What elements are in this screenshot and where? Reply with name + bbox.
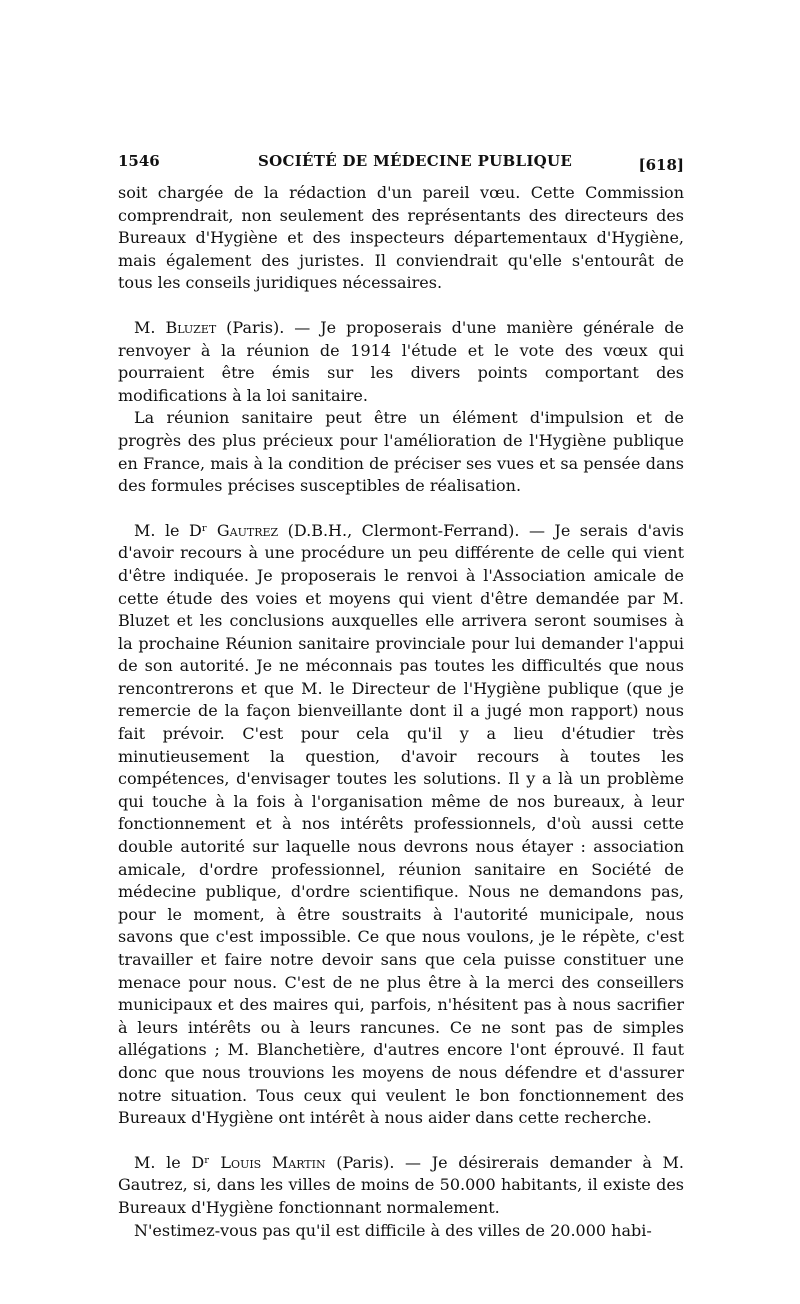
- paragraph-text: (Paris). — Je proposerais d'une manière générale de renvoyer à la réunion de 1914 l'étude et le vote des vœux qui pourraient être émis sur les divers points comportant des modifications à la loi sanitaire.: [118, 317, 685, 405]
- page-body: [118, 182, 684, 1242]
- paragraph-5: [118, 1152, 684, 1220]
- speaker-prefix: M. le Dʳ: [134, 520, 217, 540]
- page-header: [118, 152, 684, 176]
- paragraph-text: La réunion sanitaire peut être un élément d'impulsion et de progrès des plus précieux pour l'amélioration de l'Hygiène publique en France, mais à la condition de préciser ses vues et sa pensée dans des formules précises susceptibles de réalisation.: [118, 408, 684, 496]
- speaker-name: Louis Martin: [220, 1152, 326, 1172]
- paragraph-text: N'estimez-vous pas qu'il est difficile à des villes de 20.000 habi-: [134, 1220, 652, 1240]
- paragraph-text: (D.B.H., Clermont-Ferrand). — Je serais d'avis d'avoir recours à une procédure un peu différente de celle qui vient d'être indiquée. Je proposerais le renvoi à l'Association amicale de cette étude des voies et moyens qui vient d'être demandée par M. Bluzet et les conclusions auxquelles elle arrivera seront soumises à la prochaine Réunion sanitaire provinciale pour lui demander l'appui de son autorité. Je ne méconnais pas toutes les difficultés que nous rencontrerons et que M. le Directeur de l'Hygiène publique (que je remercie de la façon bienveillante dont il a jugé mon rapport) nous fait prévoir. C'est pour cela qu'il y a lieu d'étudier très minutieusement la question, d'avoir recours à toutes les compétences, d'envisager toutes les solutions. Il y a là un problème qui touche à la fois à l'organisation même de nos bureaux, à leur fonctionnement et à nos intérêts professionnels, d'où aussi cette double autorité sur laquelle nous devrons nous étayer : association amicale, d'ordre professionnel, réunion sanitaire en Société de médecine publique, d'ordre scientifique. Nous ne demandons pas, pour le moment, à être soustraits à l'autorité municipale, nous savons que c'est impossible. Ce que nous voulons, je le répète, c'est travailler et faire notre devoir sans que cela puisse constituer une menace pour nous. C'est de ne plus être à la merci des conseillers municipaux et des maires qui, parfois, n'hésitent pas à nous sacrifier à leurs intérêts ou à leurs rancunes. Ce ne sont pas de simples allégations ; M. Blanchetière, d'autres encore l'ont éprouvé. Il faut donc que nous trouvions les moyens de nous défendre et d'assurer notre situation. Tous ceux qui veulent le bon fonctionnement des Bureaux d'Hygiène ont intérêt à nous aider dans cette recherche.: [118, 520, 684, 1128]
- paragraph-3: [118, 407, 684, 497]
- paragraph-2: [118, 317, 684, 407]
- paragraph-1: [118, 182, 684, 295]
- speaker-prefix: M. le Dʳ: [134, 1152, 221, 1172]
- speaker-name: Bluzet: [165, 317, 217, 337]
- paragraph-text: soit chargée de la rédaction d'un pareil vœu. Cette Commission comprendrait, non seulement des représentants des directeurs des Bureaux d'Hygiène et des inspecteurs départementaux d'Hygiène, mais également des juristes. Il conviendrait qu'elle s'entourât de tous les conseils juridiques nécessaires.: [118, 183, 684, 293]
- paragraph-6: [118, 1220, 684, 1243]
- speaker-prefix: M.: [134, 317, 166, 337]
- paragraph-4: [118, 520, 684, 1130]
- page-number: 1546: [118, 152, 160, 170]
- paragraph-text: (Paris). — Je désirerais demander à M. Gautrez, si, dans les villes de moins de 50.000 habitants, il existe des Bureaux d'Hygiène fonctionnant normalement.: [118, 1152, 684, 1217]
- running-title: SOCIÉTÉ DE MÉDECINE PUBLIQUE: [258, 152, 573, 170]
- reference-number: [618]: [638, 156, 684, 174]
- speaker-name: Gautrez: [216, 520, 279, 540]
